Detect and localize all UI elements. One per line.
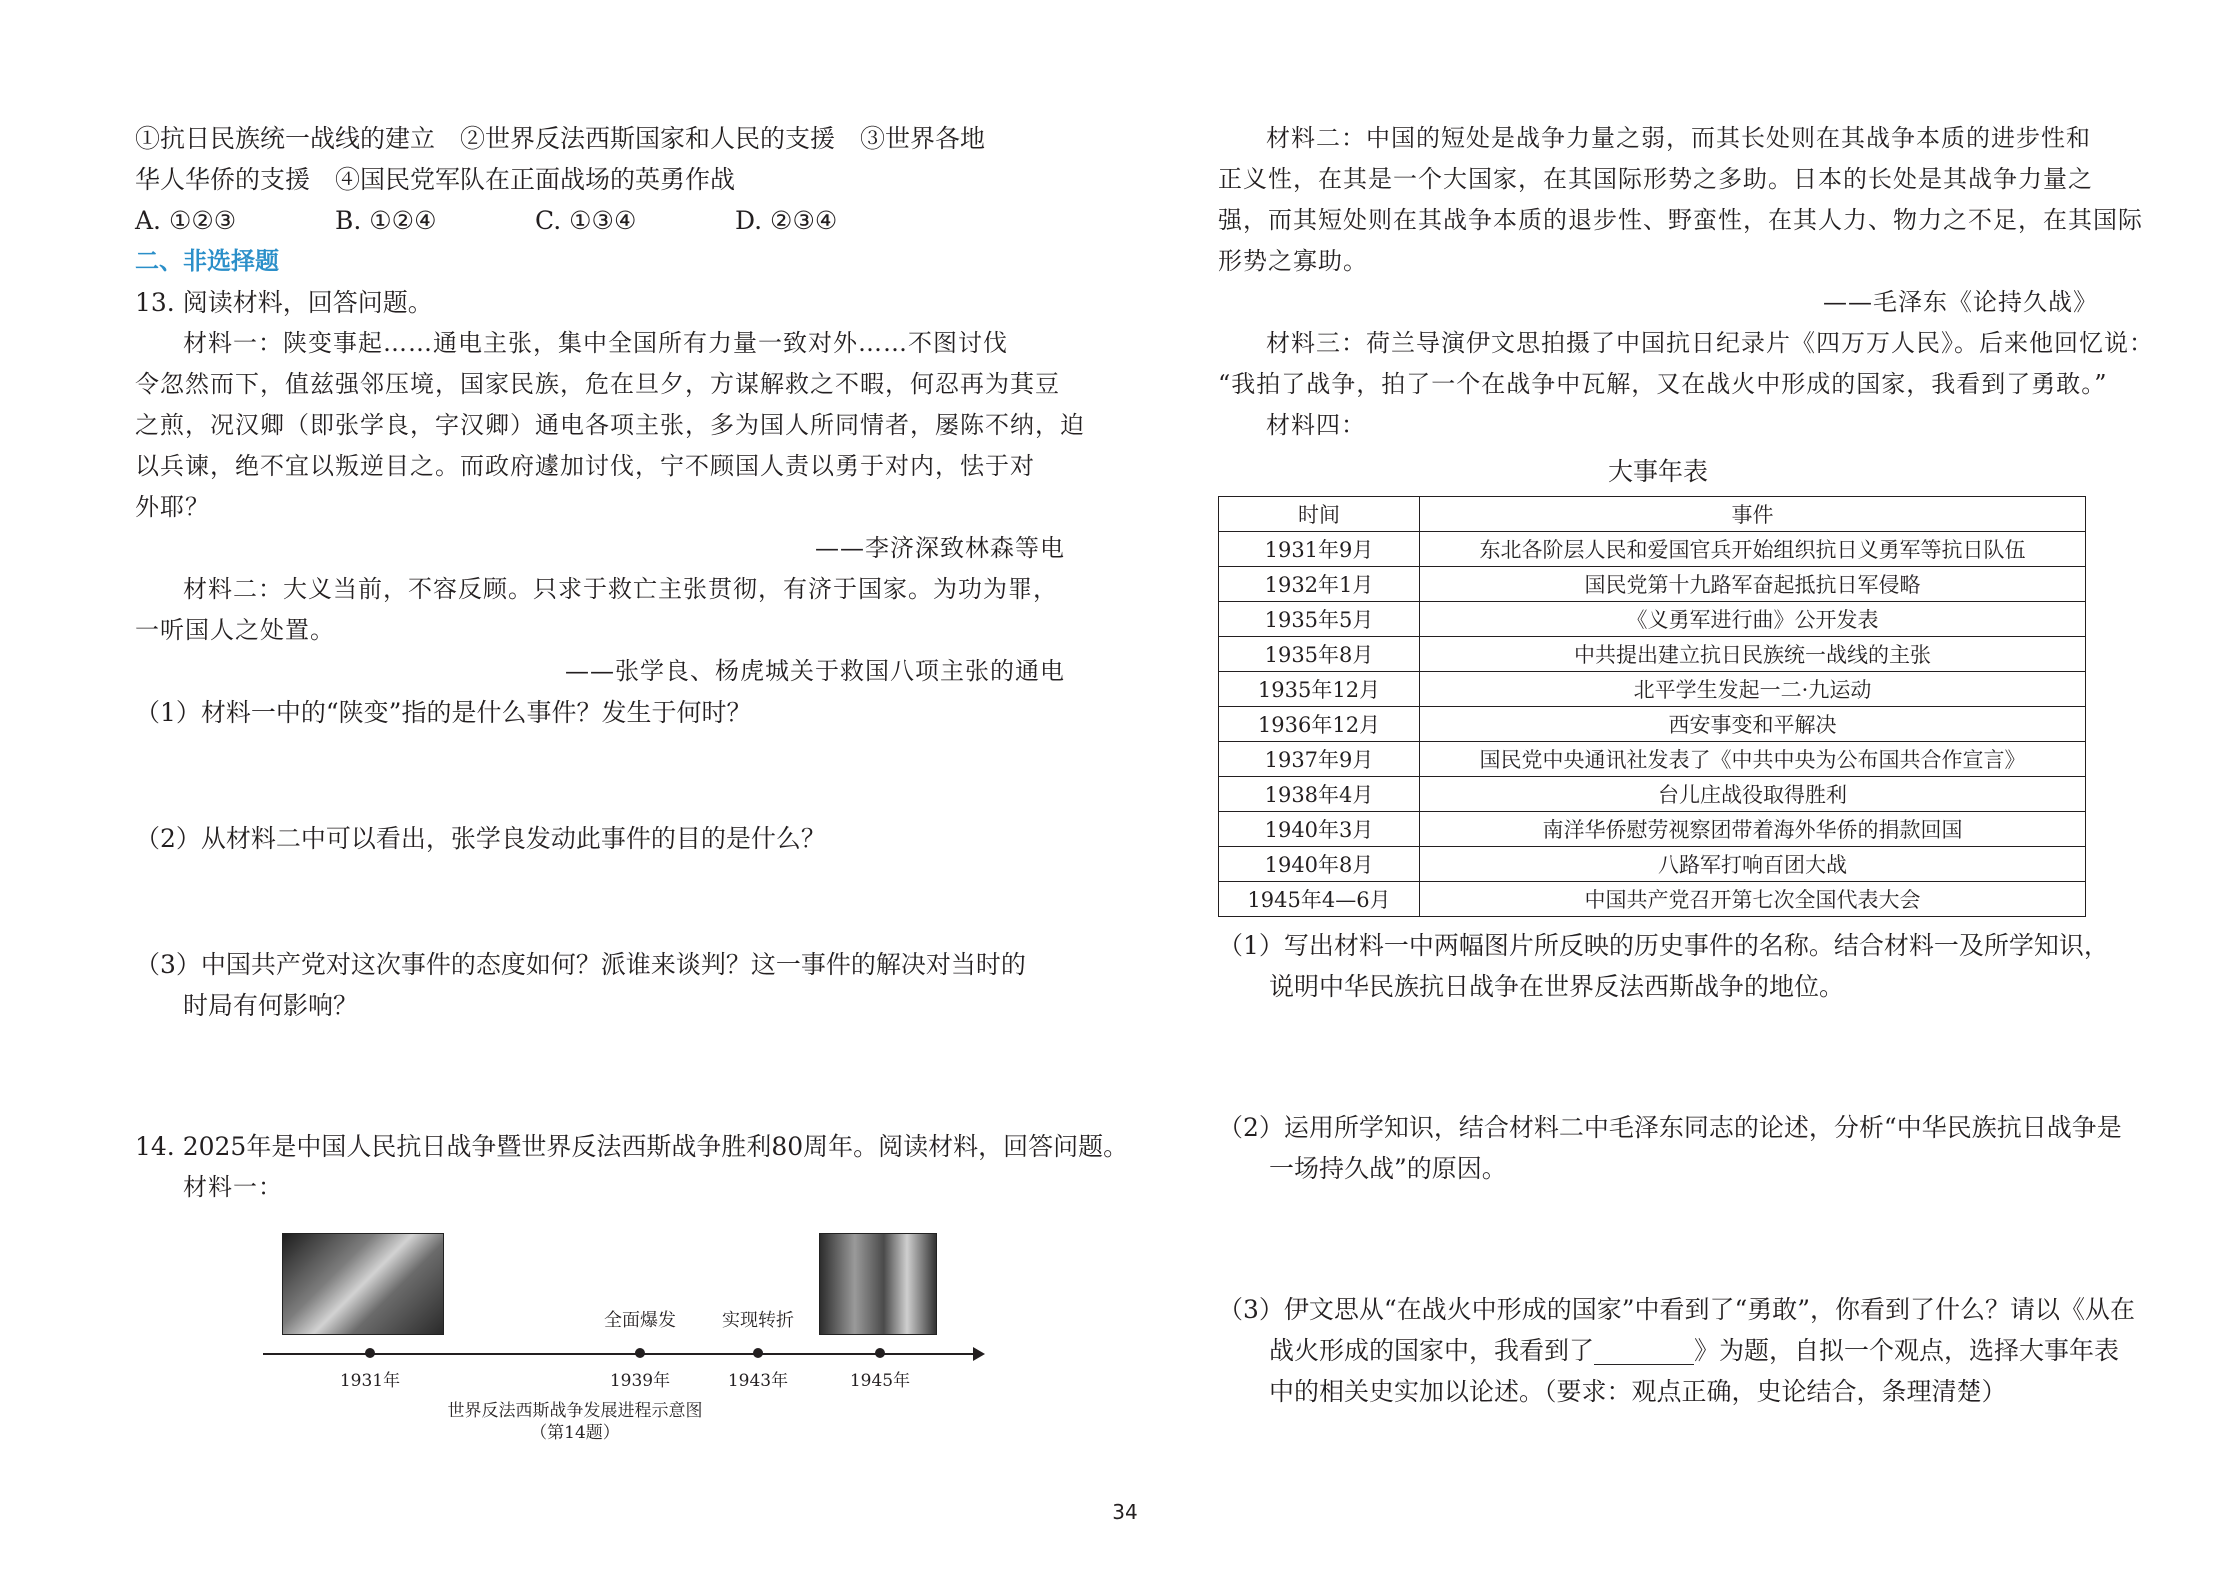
q13-sub-question-3: （3）中国共产党对这次事件的态度如何？派谁来谈判？这一事件的解决对当时的: [135, 950, 1026, 979]
table-cell-time: 1932年1月: [1219, 567, 1420, 602]
table-cell-event: 南洋华侨慰劳视察团带着海外华侨的捐款回国: [1420, 812, 2086, 847]
table-cell-time: 1940年3月: [1219, 812, 1420, 847]
timeline-year: 1943年: [727, 1371, 789, 1391]
events-table: [1218, 496, 2086, 917]
table-cell-time: 1940年8月: [1219, 847, 1420, 882]
table-row: [1219, 602, 2086, 637]
table-cell-time: 1931年9月: [1219, 532, 1420, 567]
table-cell-time: 1936年12月: [1219, 707, 1420, 742]
q14-material-3-line: “我拍了战争，拍了一个在战争中瓦解，又在战火中形成的国家，我看到了勇敢。”: [1218, 370, 2108, 398]
table-cell-event: 中共提出建立抗日民族统一战线的主张: [1420, 637, 2086, 672]
table-row: [1219, 847, 2086, 882]
q14-sub-question-1: （1）写出材料一中两幅图片所反映的历史事件的名称。结合材料一及所学知识，: [1218, 931, 2109, 960]
left-column: [135, 118, 1129, 1443]
timeline-caption-sub: （第14题）: [530, 1423, 620, 1443]
table-row: [1219, 707, 2086, 742]
table-cell-time: 1935年8月: [1219, 637, 1420, 672]
table-cell-time: 1935年12月: [1219, 672, 1420, 707]
events-table-title: 大事年表: [1607, 457, 1708, 486]
table-cell-event: 台儿庄战役取得胜利: [1420, 777, 2086, 812]
q13-material-1-line: 材料一：陕变事起……通电主张，集中全国所有力量一致对外……不图讨伐: [183, 329, 1008, 357]
q13-material-1-line: 外耶？: [135, 493, 210, 521]
q14-sub-question-2-cont: 一场持久战”的原因。: [1269, 1154, 1507, 1183]
timeline-year: 1945年: [849, 1371, 911, 1391]
table-header-row: [1219, 497, 2086, 532]
table-cell-event: 《义勇军进行曲》公开发表: [1420, 602, 2086, 637]
q13-material-1-line: 之煎，况汉卿（即张学良，字汉卿）通电各项主张，多为国人所同情者，屡陈不纳，迫: [135, 411, 1085, 439]
right-column: [1218, 118, 2154, 1412]
table-row: [1219, 532, 2086, 567]
choice-c: C. ①③④: [535, 206, 637, 235]
table-row: [1219, 637, 2086, 672]
q12-choices: [135, 200, 1065, 241]
table-row: [1219, 777, 2086, 812]
page-number: 34: [1112, 1500, 1138, 1524]
q14-sub-question-1-cont: 说明中华民族抗日战争在世界反法西斯战争的地位。: [1269, 972, 1845, 1001]
table-cell-event: 北平学生发起一二·九运动: [1420, 672, 2086, 707]
table-row: [1219, 882, 2086, 917]
q13-material-1-line: 以兵谏，绝不宜以叛逆目之。而政府遽加讨伐，宁不顾国人责以勇于对内，怯于对: [135, 452, 1035, 480]
q14-material-3-line: 材料三：荷兰导演伊文思拍摄了中国抗日纪录片《四万万人民》。后来他回忆说：: [1266, 329, 2154, 357]
table-cell-time: 1945年4—6月: [1219, 882, 1420, 917]
table-header-time: 时间: [1219, 497, 1420, 532]
table-cell-event: 东北各阶层人民和爱国官兵开始组织抗日义勇军等抗日队伍: [1420, 532, 2086, 567]
q14-sub-question-3: （3）伊文思从“在战火中形成的国家”中看到了“勇敢”，你看到了什么？请以《从在: [1218, 1295, 2136, 1324]
timeline-caption: 世界反法西斯战争发展进程示意图: [447, 1401, 703, 1421]
timeline-point-1931: [365, 1348, 375, 1358]
q14-material-1-label: 材料一：: [183, 1173, 283, 1201]
choice-a: A. ①②③: [135, 206, 237, 235]
q14-material-2-line: 强，而其短处则在其战争本质的退步性、野蛮性，在其人力、物力之不足，在其国际: [1218, 206, 2143, 234]
table-header-event: 事件: [1420, 497, 2086, 532]
q12-options-line-1: ①抗日民族统一战线的建立 ②世界反法西斯国家和人民的支援 ③世界各地: [135, 124, 986, 153]
table-cell-time: 1938年4月: [1219, 777, 1420, 812]
historical-photo-1945: [819, 1233, 937, 1335]
timeline-point-1939: [635, 1348, 645, 1358]
q13-material-2-source: ——张学良、杨虎城关于救国八项主张的通电: [565, 657, 1065, 685]
timeline-arrow-icon: [973, 1347, 985, 1361]
table-cell-event: 西安事变和平解决: [1420, 707, 2086, 742]
table-cell-time: 1937年9月: [1219, 742, 1420, 777]
table-row: [1219, 567, 2086, 602]
q13-material-2-line: 一听国人之处置。: [135, 616, 335, 644]
timeline-point-1945: [875, 1348, 885, 1358]
q13-material-1-source: ——李济深致林森等电: [815, 534, 1065, 562]
q13-sub-question-2: （2）从材料二中可以看出，张学良发动此事件的目的是什么？: [135, 824, 826, 853]
q14-sub-question-2: （2）运用所学知识，结合材料二中毛泽东同志的论述，分析“中华民族抗日战争是: [1218, 1113, 2122, 1142]
choice-b: B. ①②④: [335, 206, 437, 235]
table-cell-event: 八路军打响百团大战: [1420, 847, 2086, 882]
q14-material-4-label: 材料四：: [1266, 411, 1366, 439]
q14-material-2-line: 材料二：中国的短处是战争力量之弱，而其长处则在其战争本质的进步性和: [1266, 124, 2091, 152]
choice-d: D. ②③④: [735, 206, 838, 235]
q13-sub-question-1: （1）材料一中的“陕变”指的是什么事件？发生于何时？: [135, 698, 752, 727]
q14-material-2-line: 形势之寡助。: [1218, 247, 1368, 275]
table-row: [1219, 672, 2086, 707]
q12-options-line-2: 华人华侨的支援 ④国民党军队在正面战场的英勇作战: [135, 165, 736, 194]
q13-sub-question-3-cont: 时局有何影响？: [183, 991, 359, 1020]
historical-photo-1931: [282, 1233, 444, 1335]
q13-material-1-line: 令忽然而下，值兹强邻压境，国家民族，危在旦夕，方谋解救之不暇，何忍再为萁豆: [135, 370, 1060, 398]
section-title: 二、非选择题: [135, 247, 279, 275]
q13-stem: 13. 阅读材料，回答问题。: [135, 288, 433, 317]
q14-sub-question-3-cont: 中的相关史实加以论述。（要求：观点正确，史论结合，条理清楚）: [1269, 1377, 2007, 1406]
timeline-point-1943: [753, 1348, 763, 1358]
table-cell-event: 中国共产党召开第七次全国代表大会: [1420, 882, 2086, 917]
q14-stem: 14. 2025年是中国人民抗日战争暨世界反法西斯战争胜利80周年。阅读材料，回答问题。: [135, 1132, 1129, 1161]
timeline-note-1943: 实现转折: [722, 1310, 794, 1331]
timeline-year: 1939年: [609, 1371, 671, 1391]
timeline-year: 1931年: [339, 1371, 401, 1391]
q13-material-2-line: 材料二：大义当前，不容反顾。只求于救亡主张贯彻，有济于国家。为功为罪，: [183, 575, 1058, 603]
war-progress-timeline: [135, 1218, 1065, 1443]
table-row: [1219, 812, 2086, 847]
q14-material-2-source: ——毛泽东《论持久战》: [1823, 288, 2098, 316]
timeline-note-1939: 全面爆发: [604, 1310, 676, 1331]
table-cell-event: 国民党第十九路军奋起抵抗日军侵略: [1420, 567, 2086, 602]
table-row: [1219, 742, 2086, 777]
q14-sub-question-3-cont: 战火形成的国家中，我看到了________》为题，自拟一个观点，选择大事年表: [1269, 1336, 2120, 1365]
table-cell-time: 1935年5月: [1219, 602, 1420, 637]
q14-material-2-line: 正义性，在其是一个大国家，在其国际形势之多助。日本的长处是其战争力量之: [1218, 165, 2093, 193]
table-cell-event: 国民党中央通讯社发表了《中共中央为公布国共合作宣言》: [1420, 742, 2086, 777]
